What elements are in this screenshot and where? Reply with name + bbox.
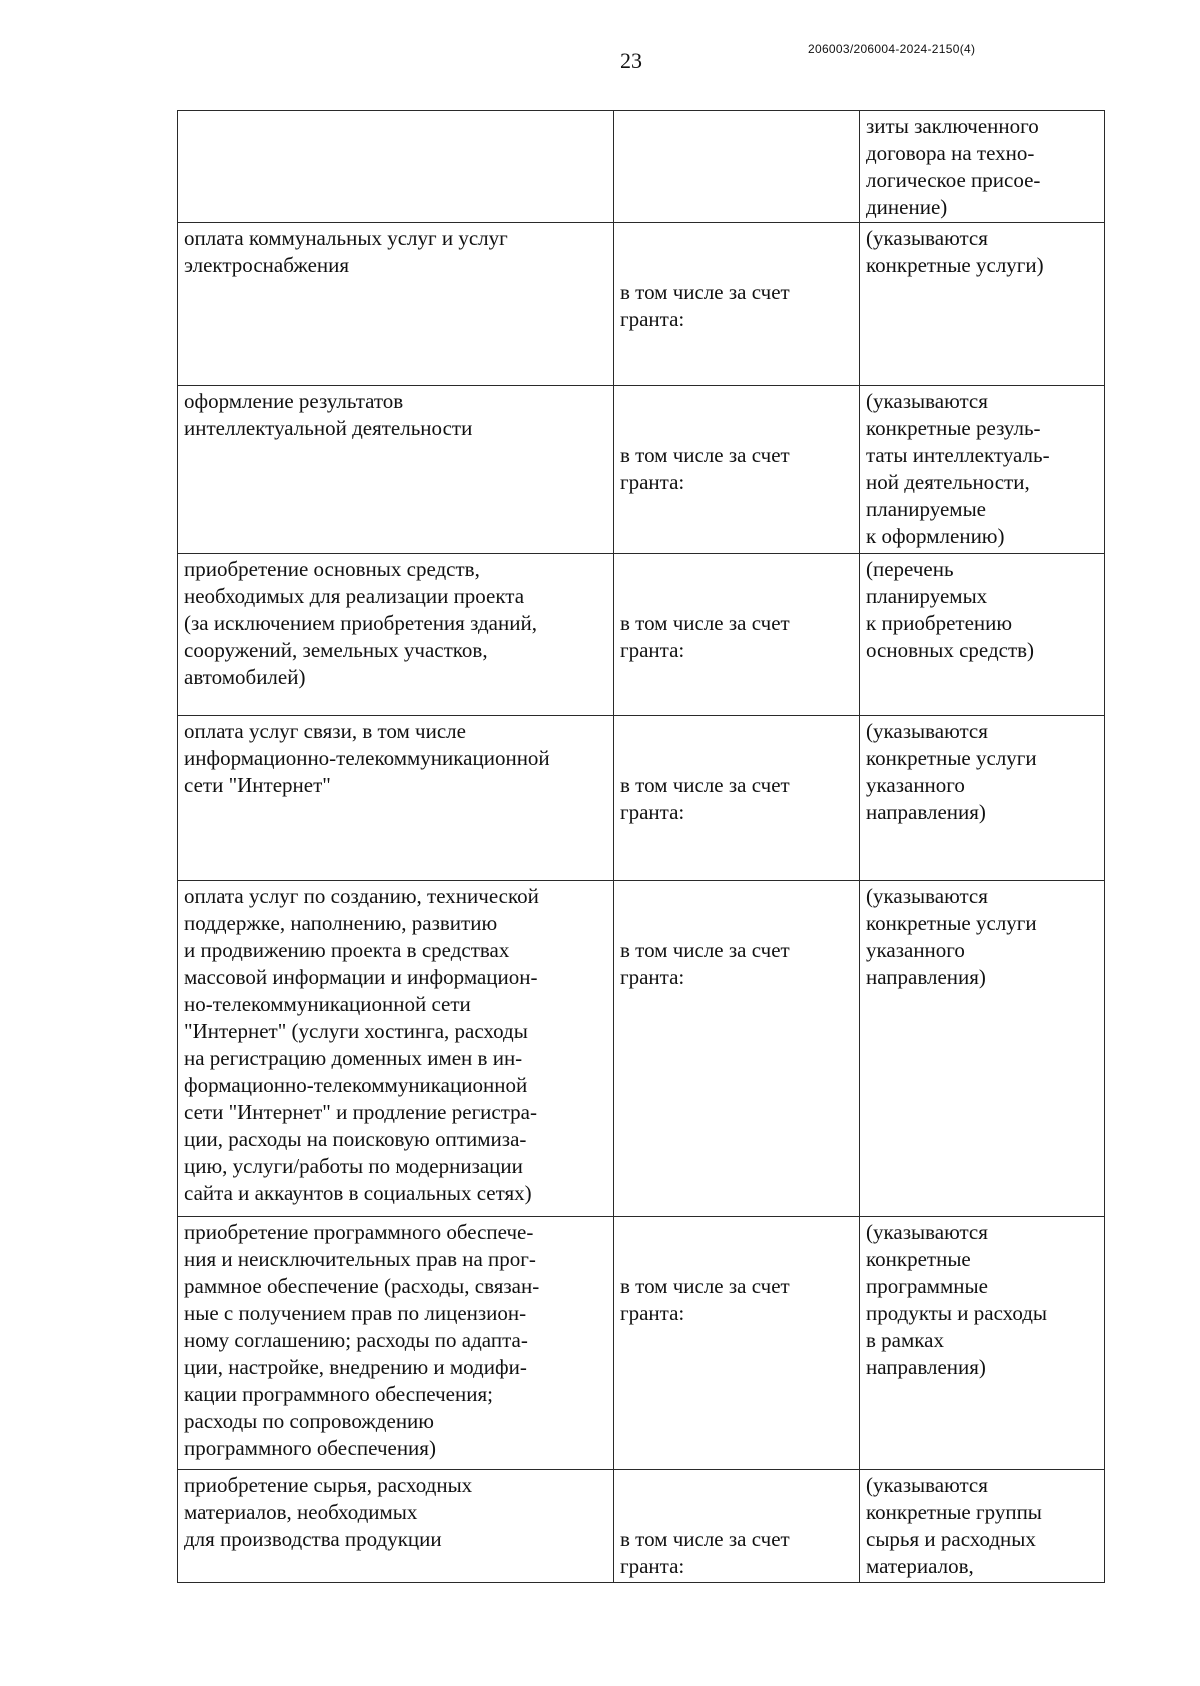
page-number: 23	[620, 48, 642, 73]
amount-cell	[614, 1470, 860, 1583]
expense-item-cell: оформление результатов интеллектуальной деятельности	[178, 386, 614, 554]
amount-label: в том числе за счет гранта:	[620, 1527, 790, 1578]
table-row	[178, 223, 1105, 386]
expense-item-cell: приобретение программного обеспече- ния и неисключительных прав на прог- раммное обеспечение (расходы, связан- ные с получением прав по лицензион- ному соглашению; расходы по адапта- ции, настройке, внедрению и модифи- кации программного обеспечения; расходы по сопровождению программного обеспечения)	[178, 1217, 614, 1470]
amount-label: в том числе за счет гранта:	[620, 611, 790, 662]
expense-item-cell: оплата коммунальных услуг и услуг электроснабжения	[178, 223, 614, 386]
note-cell: (указываются конкретные услуги)	[860, 223, 1105, 386]
table-row	[178, 386, 1105, 554]
amount-cell	[614, 223, 860, 386]
note-cell: (указываются конкретные услуги указанного направления)	[860, 716, 1105, 881]
table-row	[178, 716, 1105, 881]
amount-cell	[614, 111, 860, 223]
table-row	[178, 881, 1105, 1217]
expense-item-cell	[178, 111, 614, 223]
table-row	[178, 1217, 1105, 1470]
expense-item-cell: приобретение основных средств, необходимых для реализации проекта (за исключением приобретения зданий, сооружений, земельных участков, автомобилей)	[178, 554, 614, 716]
note-cell: (перечень планируемых к приобретению основных средств)	[860, 554, 1105, 716]
table-row	[178, 554, 1105, 716]
expense-table	[177, 110, 1105, 1583]
amount-label: в том числе за счет гранта:	[620, 280, 790, 331]
amount-label: в том числе за счет гранта:	[620, 773, 790, 824]
note-cell: (указываются конкретные группы сырья и расходных материалов,	[860, 1470, 1105, 1583]
amount-cell	[614, 386, 860, 554]
amount-label: в том числе за счет гранта:	[620, 938, 790, 989]
note-cell: (указываются конкретные услуги указанного направления)	[860, 881, 1105, 1217]
note-cell: (указываются конкретные программные продукты и расходы в рамках направления)	[860, 1217, 1105, 1470]
amount-cell	[614, 554, 860, 716]
document-code: 206003/206004-2024-2150(4)	[808, 42, 976, 56]
note-cell: (указываются конкретные резуль- таты интеллектуаль- ной деятельности, планируемые к оформлению)	[860, 386, 1105, 554]
expense-item-cell: оплата услуг связи, в том числе информационно-телекоммуникационной сети "Интернет"	[178, 716, 614, 881]
amount-cell	[614, 716, 860, 881]
note-cell: зиты заключенного договора на техно- логическое присое- динение)	[860, 111, 1105, 223]
expense-item-cell: приобретение сырья, расходных материалов, необходимых для производства продукции	[178, 1470, 614, 1583]
amount-label: в том числе за счет гранта:	[620, 1274, 790, 1325]
amount-label: в том числе за счет гранта:	[620, 443, 790, 494]
amount-cell	[614, 881, 860, 1217]
table-row	[178, 1470, 1105, 1583]
table-row	[178, 111, 1105, 223]
amount-cell	[614, 1217, 860, 1470]
expense-item-cell: оплата услуг по созданию, технической поддержке, наполнению, развитию и продвижению проекта в средствах массовой информации и информацион- но-телекоммуникационной сети "Интернет" (услуги хостинга, расходы на регистрацию доменных имен в ин- формационно-телекоммуникационной сети "Интернет" и продление регистра- ции, расходы на поисковую оптимиза- цию, услуги/работы по модернизации сайта и аккаунтов в социальных сетях)	[178, 881, 614, 1217]
